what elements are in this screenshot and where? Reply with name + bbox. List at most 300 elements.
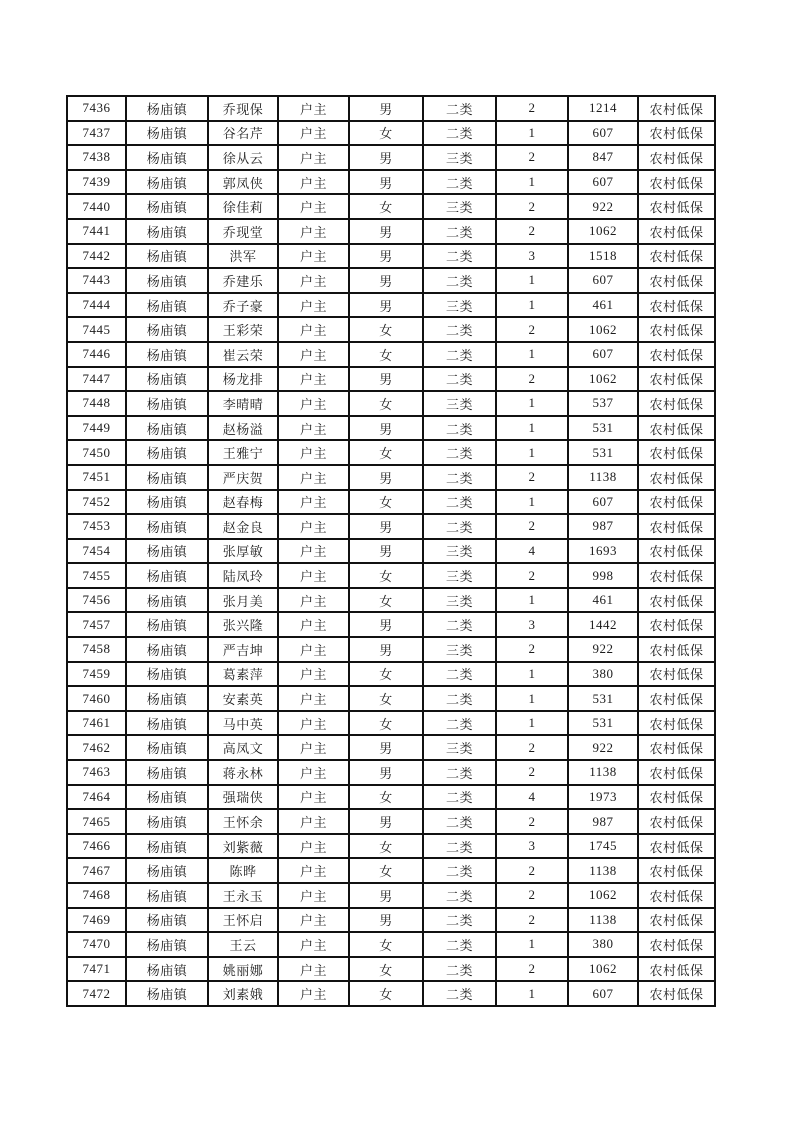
cell-serial-number: 7447 [67, 367, 126, 392]
cell-relation: 户主 [278, 809, 349, 834]
cell-name: 乔建乐 [208, 268, 278, 293]
cell-serial-number: 7462 [67, 735, 126, 760]
cell-amount: 607 [568, 342, 638, 367]
cell-gender: 女 [349, 342, 423, 367]
cell-serial-number: 7472 [67, 981, 126, 1006]
cell-relation: 户主 [278, 588, 349, 613]
cell-amount: 1138 [568, 465, 638, 490]
cell-amount: 461 [568, 588, 638, 613]
cell-benefit-type: 农村低保 [638, 588, 715, 613]
cell-household-count: 1 [496, 121, 568, 146]
cell-gender: 女 [349, 932, 423, 957]
cell-name: 郭凤侠 [208, 170, 278, 195]
cell-name: 刘紫薇 [208, 834, 278, 859]
cell-serial-number: 7470 [67, 932, 126, 957]
cell-town: 杨庙镇 [126, 490, 208, 515]
cell-name: 高凤文 [208, 735, 278, 760]
cell-name: 崔云荣 [208, 342, 278, 367]
cell-serial-number: 7437 [67, 121, 126, 146]
cell-town: 杨庙镇 [126, 219, 208, 244]
cell-household-count: 2 [496, 858, 568, 883]
cell-category: 二类 [423, 834, 496, 859]
cell-category: 二类 [423, 317, 496, 342]
table-row [67, 342, 715, 367]
cell-relation: 户主 [278, 244, 349, 269]
cell-category: 三类 [423, 637, 496, 662]
cell-relation: 户主 [278, 121, 349, 146]
cell-relation: 户主 [278, 686, 349, 711]
cell-town: 杨庙镇 [126, 416, 208, 441]
cell-gender: 男 [349, 612, 423, 637]
cell-gender: 男 [349, 416, 423, 441]
cell-serial-number: 7444 [67, 293, 126, 318]
cell-gender: 男 [349, 809, 423, 834]
cell-household-count: 1 [496, 440, 568, 465]
cell-benefit-type: 农村低保 [638, 539, 715, 564]
cell-amount: 1062 [568, 317, 638, 342]
cell-category: 三类 [423, 563, 496, 588]
cell-category: 二类 [423, 785, 496, 810]
cell-category: 二类 [423, 883, 496, 908]
cell-name: 徐从云 [208, 145, 278, 170]
cell-household-count: 1 [496, 711, 568, 736]
cell-category: 二类 [423, 711, 496, 736]
cell-serial-number: 7451 [67, 465, 126, 490]
cell-name: 陆凤玲 [208, 563, 278, 588]
cell-household-count: 1 [496, 932, 568, 957]
cell-serial-number: 7454 [67, 539, 126, 564]
table-row [67, 465, 715, 490]
cell-serial-number: 7458 [67, 637, 126, 662]
cell-benefit-type: 农村低保 [638, 957, 715, 982]
cell-household-count: 1 [496, 416, 568, 441]
cell-town: 杨庙镇 [126, 785, 208, 810]
cell-benefit-type: 农村低保 [638, 612, 715, 637]
cell-name: 王怀启 [208, 908, 278, 933]
cell-serial-number: 7448 [67, 391, 126, 416]
cell-benefit-type: 农村低保 [638, 785, 715, 810]
cell-relation: 户主 [278, 194, 349, 219]
cell-category: 三类 [423, 293, 496, 318]
table-row [67, 785, 715, 810]
cell-serial-number: 7453 [67, 514, 126, 539]
cell-gender: 男 [349, 293, 423, 318]
table-row [67, 735, 715, 760]
cell-category: 二类 [423, 514, 496, 539]
cell-gender: 女 [349, 957, 423, 982]
cell-relation: 户主 [278, 465, 349, 490]
cell-gender: 男 [349, 170, 423, 195]
cell-gender: 女 [349, 317, 423, 342]
table-row [67, 145, 715, 170]
cell-household-count: 1 [496, 342, 568, 367]
cell-category: 三类 [423, 194, 496, 219]
cell-town: 杨庙镇 [126, 367, 208, 392]
cell-amount: 1062 [568, 957, 638, 982]
cell-benefit-type: 农村低保 [638, 809, 715, 834]
cell-town: 杨庙镇 [126, 711, 208, 736]
cell-serial-number: 7438 [67, 145, 126, 170]
cell-relation: 户主 [278, 96, 349, 121]
cell-gender: 男 [349, 883, 423, 908]
cell-benefit-type: 农村低保 [638, 981, 715, 1006]
cell-benefit-type: 农村低保 [638, 244, 715, 269]
table-row [67, 367, 715, 392]
table-row [67, 416, 715, 441]
cell-town: 杨庙镇 [126, 858, 208, 883]
cell-benefit-type: 农村低保 [638, 170, 715, 195]
cell-benefit-type: 农村低保 [638, 514, 715, 539]
cell-name: 李晴晴 [208, 391, 278, 416]
cell-relation: 户主 [278, 367, 349, 392]
cell-town: 杨庙镇 [126, 465, 208, 490]
cell-town: 杨庙镇 [126, 268, 208, 293]
table-row [67, 957, 715, 982]
cell-category: 二类 [423, 490, 496, 515]
cell-serial-number: 7457 [67, 612, 126, 637]
cell-name: 王彩荣 [208, 317, 278, 342]
cell-relation: 户主 [278, 219, 349, 244]
benefits-roster-table-container [66, 95, 715, 1007]
cell-serial-number: 7469 [67, 908, 126, 933]
cell-relation: 户主 [278, 268, 349, 293]
table-row [67, 588, 715, 613]
cell-name: 蒋永林 [208, 760, 278, 785]
cell-amount: 1062 [568, 883, 638, 908]
cell-town: 杨庙镇 [126, 908, 208, 933]
cell-gender: 女 [349, 686, 423, 711]
cell-gender: 女 [349, 194, 423, 219]
cell-household-count: 2 [496, 514, 568, 539]
table-row [67, 514, 715, 539]
cell-household-count: 3 [496, 244, 568, 269]
cell-category: 二类 [423, 244, 496, 269]
cell-category: 二类 [423, 957, 496, 982]
cell-category: 二类 [423, 760, 496, 785]
cell-benefit-type: 农村低保 [638, 367, 715, 392]
cell-benefit-type: 农村低保 [638, 490, 715, 515]
cell-town: 杨庙镇 [126, 244, 208, 269]
cell-household-count: 1 [496, 293, 568, 318]
cell-household-count: 4 [496, 785, 568, 810]
cell-amount: 1062 [568, 219, 638, 244]
cell-gender: 男 [349, 514, 423, 539]
cell-name: 张月美 [208, 588, 278, 613]
table-row [67, 834, 715, 859]
cell-serial-number: 7443 [67, 268, 126, 293]
cell-relation: 户主 [278, 711, 349, 736]
cell-gender: 女 [349, 662, 423, 687]
cell-amount: 461 [568, 293, 638, 318]
table-row [67, 391, 715, 416]
cell-serial-number: 7471 [67, 957, 126, 982]
cell-household-count: 1 [496, 662, 568, 687]
cell-gender: 男 [349, 465, 423, 490]
cell-household-count: 3 [496, 612, 568, 637]
table-row [67, 170, 715, 195]
cell-amount: 1518 [568, 244, 638, 269]
cell-town: 杨庙镇 [126, 194, 208, 219]
cell-relation: 户主 [278, 440, 349, 465]
cell-benefit-type: 农村低保 [638, 686, 715, 711]
cell-household-count: 1 [496, 686, 568, 711]
cell-town: 杨庙镇 [126, 440, 208, 465]
table-row [67, 686, 715, 711]
cell-gender: 男 [349, 145, 423, 170]
cell-relation: 户主 [278, 490, 349, 515]
cell-category: 三类 [423, 391, 496, 416]
cell-name: 王云 [208, 932, 278, 957]
cell-relation: 户主 [278, 834, 349, 859]
cell-town: 杨庙镇 [126, 539, 208, 564]
cell-gender: 女 [349, 391, 423, 416]
cell-household-count: 2 [496, 219, 568, 244]
cell-gender: 男 [349, 908, 423, 933]
cell-name: 张兴隆 [208, 612, 278, 637]
cell-name: 赵春梅 [208, 490, 278, 515]
cell-relation: 户主 [278, 957, 349, 982]
cell-benefit-type: 农村低保 [638, 908, 715, 933]
cell-gender: 男 [349, 219, 423, 244]
cell-town: 杨庙镇 [126, 514, 208, 539]
cell-amount: 987 [568, 809, 638, 834]
cell-amount: 1442 [568, 612, 638, 637]
cell-category: 三类 [423, 588, 496, 613]
cell-serial-number: 7441 [67, 219, 126, 244]
cell-household-count: 2 [496, 883, 568, 908]
cell-category: 二类 [423, 612, 496, 637]
cell-amount: 922 [568, 637, 638, 662]
cell-serial-number: 7449 [67, 416, 126, 441]
cell-benefit-type: 农村低保 [638, 760, 715, 785]
cell-category: 二类 [423, 858, 496, 883]
cell-household-count: 2 [496, 317, 568, 342]
cell-gender: 女 [349, 588, 423, 613]
cell-name: 赵杨溢 [208, 416, 278, 441]
cell-relation: 户主 [278, 612, 349, 637]
cell-amount: 380 [568, 932, 638, 957]
cell-household-count: 3 [496, 834, 568, 859]
cell-benefit-type: 农村低保 [638, 735, 715, 760]
cell-benefit-type: 农村低保 [638, 932, 715, 957]
cell-town: 杨庙镇 [126, 563, 208, 588]
table-row [67, 268, 715, 293]
cell-benefit-type: 农村低保 [638, 121, 715, 146]
cell-serial-number: 7442 [67, 244, 126, 269]
cell-relation: 户主 [278, 170, 349, 195]
cell-gender: 男 [349, 244, 423, 269]
cell-town: 杨庙镇 [126, 96, 208, 121]
cell-household-count: 2 [496, 637, 568, 662]
cell-serial-number: 7465 [67, 809, 126, 834]
cell-name: 徐佳莉 [208, 194, 278, 219]
table-row [67, 539, 715, 564]
cell-gender: 女 [349, 785, 423, 810]
cell-relation: 户主 [278, 293, 349, 318]
cell-household-count: 1 [496, 490, 568, 515]
cell-category: 二类 [423, 219, 496, 244]
cell-name: 姚丽娜 [208, 957, 278, 982]
cell-category: 二类 [423, 96, 496, 121]
cell-benefit-type: 农村低保 [638, 637, 715, 662]
cell-amount: 922 [568, 735, 638, 760]
table-row [67, 883, 715, 908]
cell-serial-number: 7445 [67, 317, 126, 342]
cell-amount: 1138 [568, 908, 638, 933]
cell-amount: 607 [568, 490, 638, 515]
cell-benefit-type: 农村低保 [638, 145, 715, 170]
cell-benefit-type: 农村低保 [638, 317, 715, 342]
cell-benefit-type: 农村低保 [638, 293, 715, 318]
cell-town: 杨庙镇 [126, 957, 208, 982]
table-row [67, 662, 715, 687]
table-row [67, 908, 715, 933]
cell-category: 三类 [423, 145, 496, 170]
cell-benefit-type: 农村低保 [638, 465, 715, 490]
cell-amount: 607 [568, 981, 638, 1006]
cell-household-count: 1 [496, 391, 568, 416]
cell-serial-number: 7459 [67, 662, 126, 687]
cell-benefit-type: 农村低保 [638, 440, 715, 465]
cell-amount: 607 [568, 268, 638, 293]
cell-relation: 户主 [278, 858, 349, 883]
cell-name: 洪军 [208, 244, 278, 269]
table-row [67, 637, 715, 662]
cell-relation: 户主 [278, 514, 349, 539]
cell-household-count: 1 [496, 981, 568, 1006]
cell-town: 杨庙镇 [126, 121, 208, 146]
cell-household-count: 1 [496, 588, 568, 613]
cell-amount: 531 [568, 416, 638, 441]
cell-name: 谷名芹 [208, 121, 278, 146]
cell-town: 杨庙镇 [126, 342, 208, 367]
table-row [67, 809, 715, 834]
cell-category: 二类 [423, 121, 496, 146]
cell-gender: 男 [349, 367, 423, 392]
cell-town: 杨庙镇 [126, 735, 208, 760]
cell-amount: 607 [568, 170, 638, 195]
cell-serial-number: 7455 [67, 563, 126, 588]
table-row [67, 490, 715, 515]
cell-town: 杨庙镇 [126, 809, 208, 834]
cell-relation: 户主 [278, 416, 349, 441]
cell-relation: 户主 [278, 145, 349, 170]
cell-name: 安素英 [208, 686, 278, 711]
cell-serial-number: 7450 [67, 440, 126, 465]
cell-gender: 女 [349, 711, 423, 736]
cell-town: 杨庙镇 [126, 686, 208, 711]
cell-relation: 户主 [278, 883, 349, 908]
cell-relation: 户主 [278, 785, 349, 810]
cell-amount: 922 [568, 194, 638, 219]
cell-serial-number: 7468 [67, 883, 126, 908]
cell-category: 二类 [423, 268, 496, 293]
cell-gender: 女 [349, 563, 423, 588]
cell-town: 杨庙镇 [126, 834, 208, 859]
cell-name: 乔现保 [208, 96, 278, 121]
cell-amount: 531 [568, 686, 638, 711]
table-row [67, 612, 715, 637]
cell-amount: 987 [568, 514, 638, 539]
cell-town: 杨庙镇 [126, 981, 208, 1006]
cell-name: 乔子豪 [208, 293, 278, 318]
cell-amount: 998 [568, 563, 638, 588]
cell-benefit-type: 农村低保 [638, 883, 715, 908]
cell-relation: 户主 [278, 317, 349, 342]
cell-benefit-type: 农村低保 [638, 268, 715, 293]
cell-household-count: 2 [496, 563, 568, 588]
cell-serial-number: 7464 [67, 785, 126, 810]
cell-relation: 户主 [278, 908, 349, 933]
cell-category: 三类 [423, 539, 496, 564]
cell-relation: 户主 [278, 932, 349, 957]
cell-serial-number: 7466 [67, 834, 126, 859]
cell-household-count: 2 [496, 465, 568, 490]
cell-gender: 女 [349, 981, 423, 1006]
cell-town: 杨庙镇 [126, 612, 208, 637]
table-row [67, 317, 715, 342]
cell-serial-number: 7452 [67, 490, 126, 515]
table-row [67, 711, 715, 736]
cell-town: 杨庙镇 [126, 293, 208, 318]
table-row [67, 981, 715, 1006]
cell-category: 二类 [423, 932, 496, 957]
cell-amount: 607 [568, 121, 638, 146]
cell-household-count: 1 [496, 268, 568, 293]
cell-benefit-type: 农村低保 [638, 834, 715, 859]
cell-amount: 1138 [568, 858, 638, 883]
cell-town: 杨庙镇 [126, 760, 208, 785]
cell-name: 王怀余 [208, 809, 278, 834]
cell-category: 三类 [423, 735, 496, 760]
cell-benefit-type: 农村低保 [638, 96, 715, 121]
cell-name: 强瑞侠 [208, 785, 278, 810]
table-row [67, 96, 715, 121]
cell-amount: 1745 [568, 834, 638, 859]
cell-category: 二类 [423, 367, 496, 392]
cell-gender: 男 [349, 735, 423, 760]
cell-town: 杨庙镇 [126, 317, 208, 342]
table-row [67, 858, 715, 883]
cell-category: 二类 [423, 662, 496, 687]
table-row [67, 293, 715, 318]
cell-town: 杨庙镇 [126, 588, 208, 613]
cell-gender: 男 [349, 760, 423, 785]
benefits-roster-table [66, 95, 716, 1007]
cell-category: 二类 [423, 465, 496, 490]
cell-gender: 男 [349, 539, 423, 564]
cell-benefit-type: 农村低保 [638, 219, 715, 244]
cell-amount: 847 [568, 145, 638, 170]
cell-gender: 男 [349, 268, 423, 293]
cell-relation: 户主 [278, 662, 349, 687]
cell-town: 杨庙镇 [126, 391, 208, 416]
cell-category: 二类 [423, 981, 496, 1006]
table-row [67, 121, 715, 146]
cell-name: 乔现堂 [208, 219, 278, 244]
cell-name: 马中英 [208, 711, 278, 736]
cell-amount: 1214 [568, 96, 638, 121]
cell-gender: 女 [349, 121, 423, 146]
cell-name: 葛素萍 [208, 662, 278, 687]
cell-category: 二类 [423, 416, 496, 441]
cell-town: 杨庙镇 [126, 170, 208, 195]
table-row [67, 760, 715, 785]
cell-household-count: 2 [496, 145, 568, 170]
cell-relation: 户主 [278, 563, 349, 588]
cell-category: 二类 [423, 809, 496, 834]
cell-town: 杨庙镇 [126, 662, 208, 687]
